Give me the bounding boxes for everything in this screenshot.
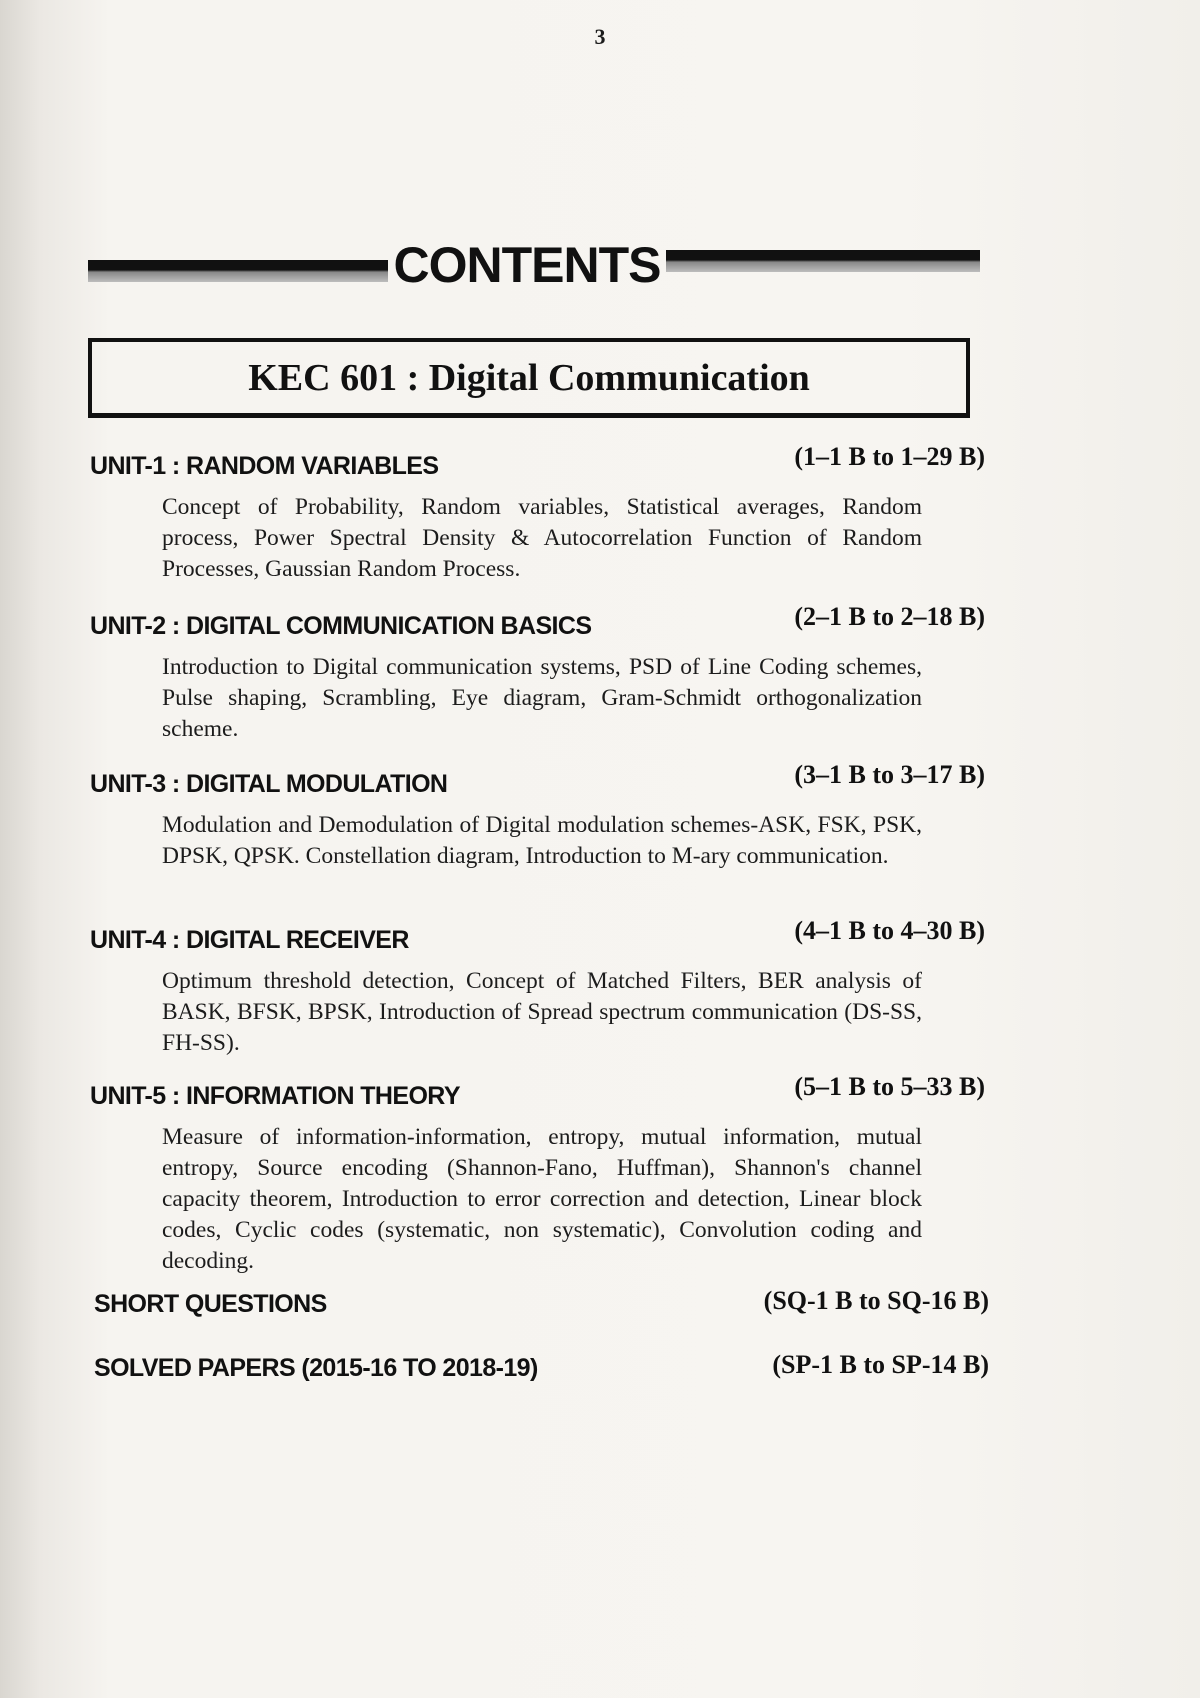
contents-heading: CONTENTS bbox=[393, 237, 661, 293]
banner-bar-left bbox=[88, 260, 388, 282]
unit-title: UNIT-1 : RANDOM VARIABLES bbox=[90, 452, 439, 480]
banner-bar-right bbox=[666, 250, 980, 272]
unit-title: UNIT-3 : DIGITAL MODULATION bbox=[90, 770, 448, 798]
unit-description: Modulation and Demodulation of Digital modulation schemes-ASK, FSK, PSK, DPSK, QPSK. Constellation diagram, Introduction to M-ary communication. bbox=[162, 812, 922, 869]
unit-description: Concept of Probability, Random variables, Statistical averages, Random process, Power Spectral Density & Autocorrelation Function of Random Processes, Gaussian Random Process. bbox=[162, 494, 922, 582]
unit-heading bbox=[90, 442, 985, 488]
unit-description: Measure of information-information, entropy, mutual information, mutual entropy, Source encoding (Shannon-Fano, Huffman), Shannon's channel capacity theorem, Introduction to error correction and detection, Linear block codes, Cyclic codes (systematic, non systematic), Convolution coding and decoding. bbox=[162, 1124, 922, 1274]
unit-4 bbox=[90, 916, 985, 1059]
solved-papers-range: (SP-1 B to SP-14 B) bbox=[772, 1350, 989, 1379]
short-questions-title: SHORT QUESTIONS bbox=[94, 1290, 327, 1318]
unit-heading bbox=[90, 602, 985, 648]
unit-heading bbox=[90, 760, 985, 806]
unit-heading bbox=[90, 916, 985, 962]
unit-2 bbox=[90, 602, 985, 745]
contents-banner bbox=[88, 232, 980, 304]
unit-heading bbox=[90, 1072, 985, 1118]
unit-title: UNIT-2 : DIGITAL COMMUNICATION BASICS bbox=[90, 612, 592, 640]
subject-box bbox=[88, 338, 970, 418]
short-questions-range: (SQ-1 B to SQ-16 B) bbox=[763, 1286, 989, 1315]
solved-papers-title: SOLVED PAPERS (2015-16 TO 2018-19) bbox=[94, 1354, 538, 1382]
unit-3 bbox=[90, 760, 985, 872]
solved-papers-entry bbox=[94, 1350, 989, 1388]
unit-title: UNIT-5 : INFORMATION THEORY bbox=[90, 1082, 460, 1110]
short-questions-entry bbox=[94, 1286, 989, 1324]
unit-page-range: (1–1 B to 1–29 B) bbox=[794, 442, 985, 471]
unit-page-range: (3–1 B to 3–17 B) bbox=[794, 760, 985, 789]
unit-page-range: (2–1 B to 2–18 B) bbox=[794, 602, 985, 631]
unit-title: UNIT-4 : DIGITAL RECEIVER bbox=[90, 926, 409, 954]
unit-page-range: (4–1 B to 4–30 B) bbox=[794, 916, 985, 945]
unit-description: Introduction to Digital communication systems, PSD of Line Coding schemes, Pulse shaping, Scrambling, Eye diagram, Gram-Schmidt orthogonalization scheme. bbox=[162, 654, 922, 742]
unit-page-range: (5–1 B to 5–33 B) bbox=[794, 1072, 985, 1101]
subject-title: KEC 601 : Digital Communication bbox=[248, 357, 810, 399]
unit-1 bbox=[90, 442, 985, 585]
unit-5 bbox=[90, 1072, 985, 1277]
page-number: 3 bbox=[594, 24, 606, 49]
unit-description: Optimum threshold detection, Concept of Matched Filters, BER analysis of BASK, BFSK, BPSK, Introduction of Spread spectrum communication (DS-SS, FH-SS). bbox=[162, 968, 922, 1056]
